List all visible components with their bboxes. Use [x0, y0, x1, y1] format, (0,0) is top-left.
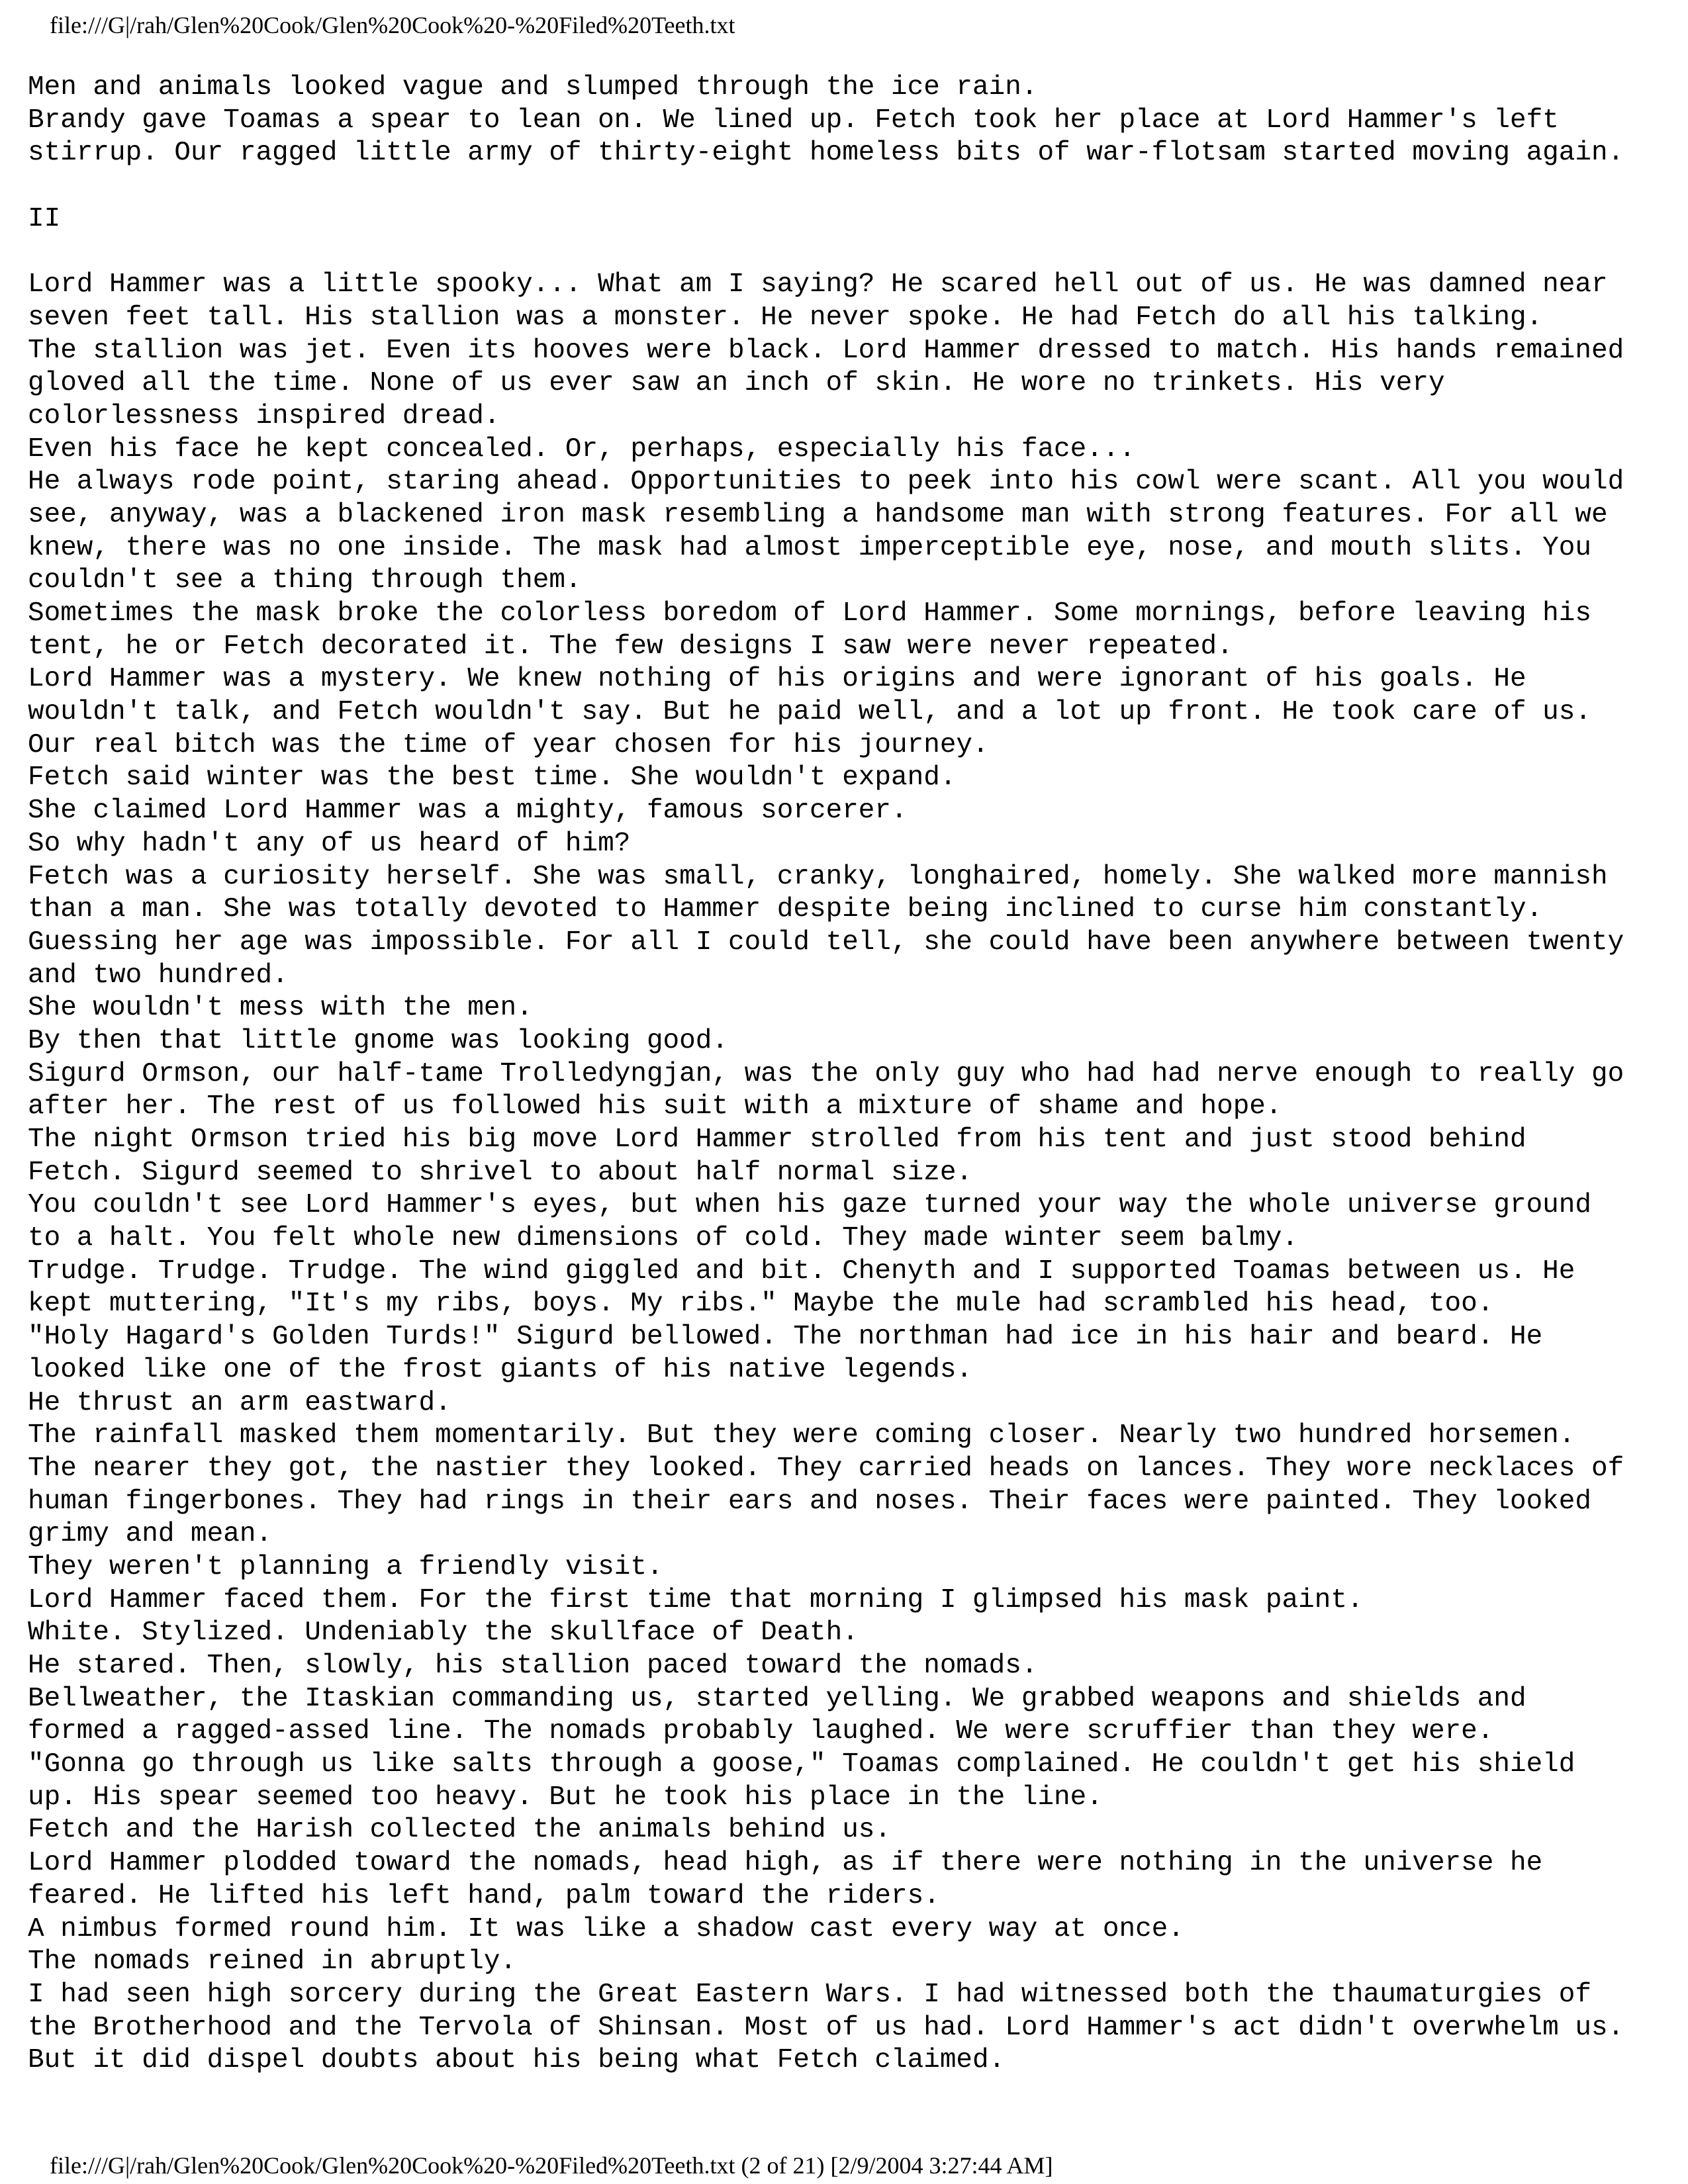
text-line: seven feet tall. His stallion was a monster. He never spoke. He had Fetch do all his talking. [28, 302, 1543, 333]
text-line: II [28, 203, 61, 234]
text-line: and two hundred. [28, 960, 289, 991]
text-line: formed a ragged-assed line. The nomads probably laughed. We were scruffier than they were. [28, 1716, 1494, 1747]
text-line: White. Stylized. Undeniably the skullface of Death. [28, 1617, 859, 1649]
text-line: The rainfall masked them momentarily. But they were coming closer. Nearly two hundred horsemen. [28, 1420, 1575, 1451]
text-line: Lord Hammer was a little spooky... What am I saying? He scared hell out of us. He was damned near [28, 269, 1608, 300]
text-line [28, 170, 1669, 203]
text-line: stirrup. Our ragged little army of thirty-eight homeless bits of war-flotsam started moving again. [28, 138, 1624, 169]
text-line: grimy and mean. [28, 1519, 273, 1550]
text-line: Even his face he kept concealed. Or, perhaps, especially his face... [28, 433, 1136, 465]
page-footer: file:///G|/rah/Glen%20Cook/Glen%20Cook%20-%20Filed%20Teeth.txt (2 of 21) [2/9/2004 3:27:44 AM] [50, 2152, 1053, 2179]
text-line: She wouldn't mess with the men. [28, 993, 533, 1024]
text-line: Fetch and the Harish collected the animals behind us. [28, 1815, 892, 1846]
text-line: wouldn't talk, and Fetch wouldn't say. But he paid well, and a lot up front. He took care of us. [28, 697, 1591, 728]
text-line: "Holy Hagard's Golden Turds!" Sigurd bellowed. The northman had ice in his hair and beard. He [28, 1322, 1543, 1353]
text-line: You couldn't see Lord Hammer's eyes, but when his gaze turned your way the whole universe ground [28, 1190, 1591, 1221]
text-line: The nomads reined in abruptly. [28, 1946, 517, 1978]
text-line: Sometimes the mask broke the colorless boredom of Lord Hammer. Some mornings, before leaving his [28, 598, 1591, 629]
text-line: Sigurd Ormson, our half-tame Trolledyngjan, was the only guy who had had nerve enough to really go [28, 1058, 1624, 1089]
text-line: Fetch was a curiosity herself. She was small, cranky, longhaired, homely. She walked more mannish [28, 861, 1608, 892]
text-line: Guessing her age was impossible. For all I could tell, she could have been anywhere between twenty [28, 927, 1624, 958]
text-line: gloved all the time. None of us ever saw an inch of skin. He wore no trinkets. His very [28, 368, 1445, 399]
text-line: She claimed Lord Hammer was a mighty, famous sorcerer. [28, 796, 908, 827]
text-line: So why hadn't any of us heard of him? [28, 828, 631, 859]
text-line: He always rode point, staring ahead. Opportunities to peek into his cowl were scant. All you would [28, 467, 1624, 498]
text-line: The nearer they got, the nastier they looked. They carried heads on lances. They wore necklaces of [28, 1453, 1624, 1484]
text-line: The night Ormson tried his big move Lord Hammer strolled from his tent and just stood behind [28, 1124, 1526, 1155]
text-line: to a halt. You felt whole new dimensions of cold. They made winter seem balmy. [28, 1223, 1299, 1254]
text-line: They weren't planning a friendly visit. [28, 1551, 663, 1582]
text-line: tent, he or Fetch decorated it. The few designs I saw were never repeated. [28, 631, 1233, 662]
text-line: Bellweather, the Itaskian commanding us, started yelling. We grabbed weapons and shields and [28, 1683, 1526, 1714]
text-line: up. His spear seemed too heavy. But he took his place in the line. [28, 1782, 1103, 1813]
text-line: A nimbus formed round him. It was like a shadow cast every way at once. [28, 1913, 1184, 1944]
text-line: see, anyway, was a blackened iron mask resembling a handsome man with strong features. For all we [28, 499, 1608, 530]
document-body [28, 71, 1669, 2077]
text-line: after her. The rest of us followed his suit with a mixture of shame and hope. [28, 1091, 1282, 1122]
text-line: He stared. Then, slowly, his stallion paced toward the nomads. [28, 1651, 1038, 1681]
text-line: I had seen high sorcery during the Great Eastern Wars. I had witnessed both the thaumaturgies of [28, 1979, 1591, 2010]
text-line: Fetch said winter was the best time. She wouldn't expand. [28, 762, 957, 794]
text-line: colorlessness inspired dread. [28, 400, 500, 432]
text-line: feared. He lifted his left hand, palm toward the riders. [28, 1880, 940, 1911]
text-line: kept muttering, "It's my ribs, boys. My ribs." Maybe the mule had scrambled his head, too. [28, 1289, 1494, 1320]
text-line: Brandy gave Toamas a spear to lean on. We lined up. Fetch took her place at Lord Hammer's left [28, 105, 1559, 136]
text-line: But it did dispel doubts about his being what Fetch claimed. [28, 2045, 1006, 2076]
text-line: Our real bitch was the time of year chosen for his journey. [28, 729, 989, 760]
text-line: The stallion was jet. Even its hooves were black. Lord Hammer dressed to match. His hands remained [28, 335, 1624, 366]
text-line: By then that little gnome was looking good. [28, 1025, 728, 1056]
page-header-url: file:///G|/rah/Glen%20Cook/Glen%20Cook%20-%20Filed%20Teeth.txt [50, 12, 735, 38]
text-line: knew, there was no one inside. The mask had almost imperceptible eye, nose, and mouth slits. You [28, 532, 1591, 563]
text-line: Lord Hammer plodded toward the nomads, head high, as if there were nothing in the universe he [28, 1848, 1543, 1879]
text-line: Men and animals looked vague and slumped through the ice rain. [28, 72, 1038, 103]
text-line: Trudge. Trudge. Trudge. The wind giggled and bit. Chenyth and I supported Toamas between us. He [28, 1255, 1575, 1287]
text-line: Lord Hammer faced them. For the first time that morning I glimpsed his mask paint. [28, 1584, 1364, 1615]
text-line: Fetch. Sigurd seemed to shrivel to about half normal size. [28, 1157, 973, 1188]
text-line [28, 236, 1669, 269]
text-line: Lord Hammer was a mystery. We knew nothing of his origins and were ignorant of his goals. He [28, 664, 1526, 695]
text-line: human fingerbones. They had rings in their ears and noses. Their faces were painted. They looked [28, 1486, 1591, 1517]
text-line: the Brotherhood and the Tervola of Shinsan. Most of us had. Lord Hammer's act didn't overwhelm us. [28, 2012, 1624, 2043]
text-line: He thrust an arm eastward. [28, 1387, 451, 1418]
text-line: couldn't see a thing through them. [28, 565, 582, 596]
text-line: than a man. She was totally devoted to Hammer despite being inclined to curse him constantly. [28, 894, 1543, 925]
text-line: "Gonna go through us like salts through a goose," Toamas complained. He couldn't get his shield [28, 1749, 1575, 1780]
text-line: looked like one of the frost giants of his native legends. [28, 1354, 973, 1385]
